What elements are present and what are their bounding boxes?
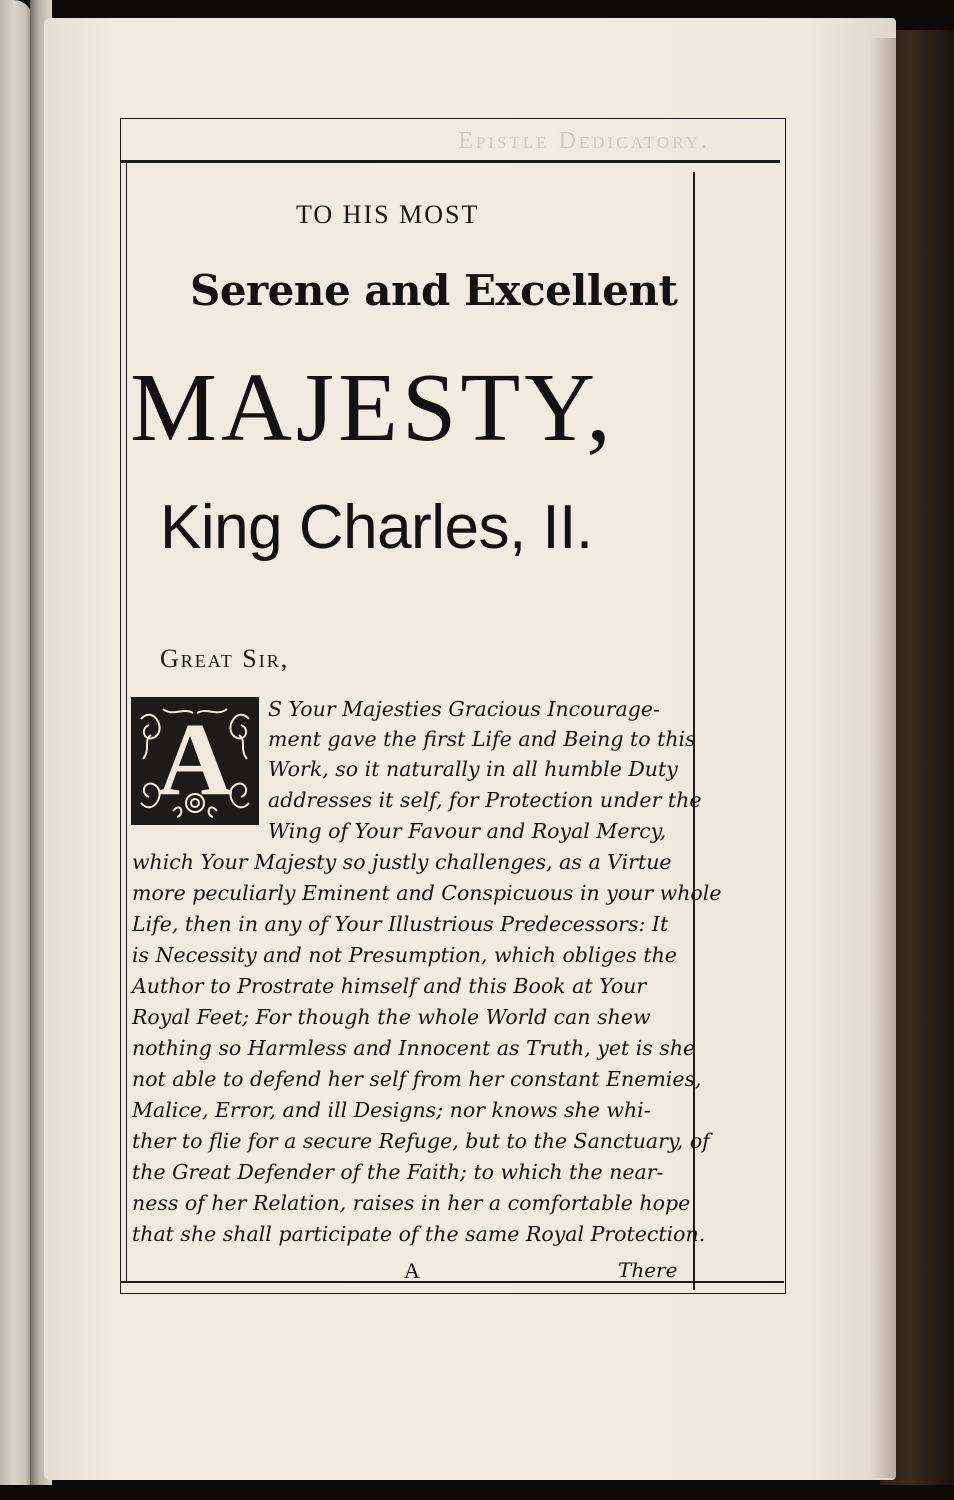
body-line: ther to flie for a secure Refuge, but to the Sanctuary, of [132,1129,710,1153]
heading-line-3: MAJESTY, [130,354,615,462]
body-line: S Your Majesties Gracious Incourage- [268,697,660,721]
body-line: is Necessity and not Presumption, which obliges the [132,943,677,967]
decorated-initial [131,697,259,825]
heading-line-2: Serene and Excellent [190,266,678,315]
previous-leaf-edge [0,0,32,1485]
heading-line-4: King Charles, II. [160,493,593,562]
body-line: Malice, Error, and ill Designs; nor knows she whi- [132,1098,651,1122]
body-line: Royal Feet; For though the whole World can shew [132,1005,651,1029]
body-line: not able to defend her self from her constant Enemies, [132,1067,702,1091]
body-line: that she shall participate of the same Royal Protection. [132,1222,706,1246]
body-line: Wing of Your Favour and Royal Mercy, [268,819,667,843]
body-line: Author to Prostrate himself and this Book at Your [132,974,647,998]
body-line: more peculiarly Eminent and Conspicuous in your whole [132,881,722,905]
body-line: ness of her Relation, raises in her a comfortable hope [132,1191,691,1215]
body-line: Life, then in any of Your Illustrious Predecessors: It [132,912,669,936]
body-line: ment gave the first Life and Being to this [268,727,696,751]
header-rule [120,160,780,163]
salutation: Great Sir, [160,644,290,673]
body-line: the Great Defender of the Faith; to which the near- [132,1160,664,1184]
body-line: addresses it self, for Protection under the [268,788,702,812]
catchword: There [618,1258,678,1282]
initial-letter: A [157,702,233,817]
body-line: Work, so it naturally in all humble Duty [268,757,678,781]
left-border-line [126,162,127,1282]
page-shadow [870,38,896,1478]
heading-line-1: TO HIS MOST [296,200,480,229]
signature-mark: A [404,1258,420,1283]
body-line: nothing so Harmless and Innocent as Truth, yet is she [132,1036,696,1060]
body-line: which Your Majesty so justly challenges, as a Virtue [132,850,672,874]
running-head-showthrough: Epistle Dedicatory. [458,128,710,154]
